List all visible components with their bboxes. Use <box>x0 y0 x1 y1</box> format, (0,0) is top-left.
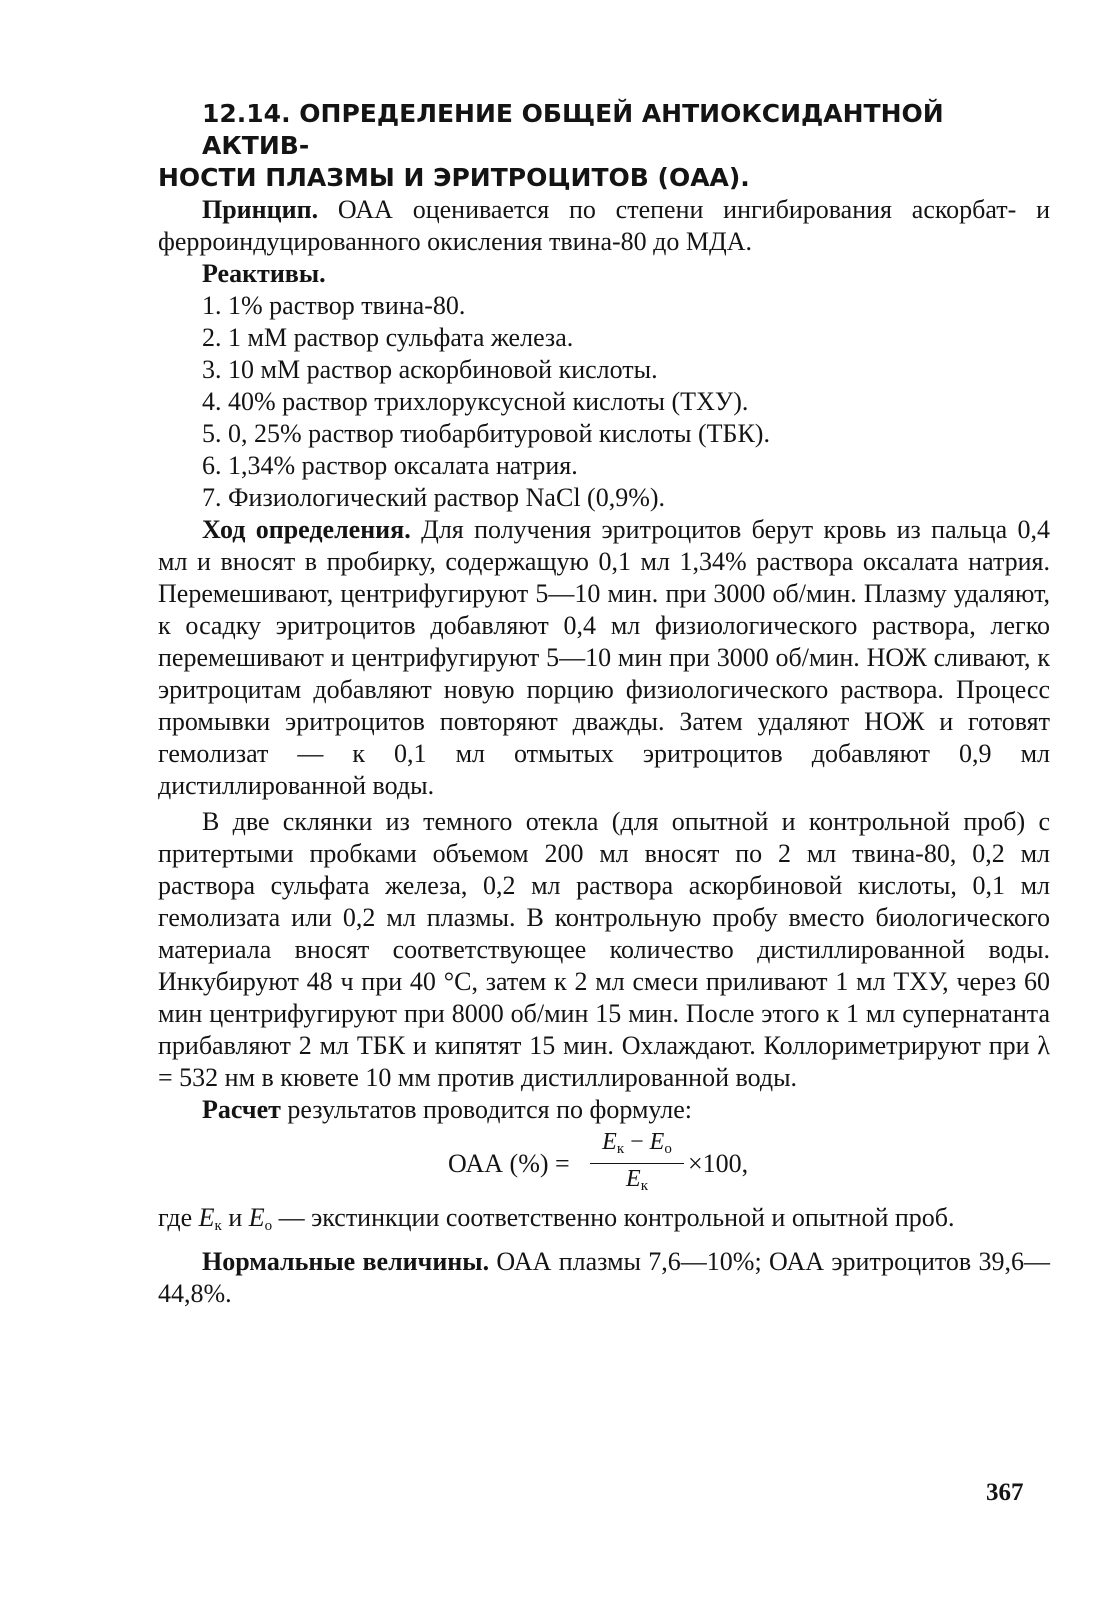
reagent-item: 7. Физиологический раствор NaCl (0,9%). <box>202 483 666 512</box>
principle-label: Принцип. <box>202 195 319 224</box>
procedure-text: Для получения эритроцитов берут кровь из пальца 0,4 мл и вносят в пробирку, содержащую 0,1 мл 1,34% раствора оксалата натрия. Перемешивают, центрифугируют 5—10 мин. при 3000 об/мин. Плазму удаляют, к осадку эритроцитов добавляют 0,4 мл физиологического раствора, легко перемешивают и центрифугируют 5—10 мин при 3000 об/мин. НОЖ сливают, к эритроцитам добавляют новую порцию физиологического раствора. Процесс промывки эритроцитов повторяют дважды. Затем удаляют НОЖ и готовят гемолизат — к 0,1 мл отмытых эритроцитов добавляют 0,9 мл дистиллированной воды. <box>158 515 1050 800</box>
calculation-text: результатов проводится по формуле: <box>280 1095 693 1124</box>
principle-text: ОАА оценивается по степени ингибирования аскорбат- и ферроиндуцированного окисления твина-80 до МДА. <box>158 195 1050 256</box>
section-title-line2: НОСТИ ПЛАЗМЫ И ЭРИТРОЦИТОВ (ОАА). <box>158 163 750 192</box>
formula-num-b-sub: о <box>664 1141 672 1157</box>
where-mid: и <box>221 1203 249 1232</box>
reagents-label: Реактивы. <box>202 259 326 288</box>
formula-fraction <box>590 1128 684 1201</box>
where-text: — экстинкции соответственно контрольной и опытной проб. <box>272 1203 955 1232</box>
page-number: 367 <box>986 1479 1024 1506</box>
formula-den: E <box>626 1166 641 1192</box>
formula-minus: − <box>624 1129 650 1155</box>
section-title-line1: 12.14. ОПРЕДЕЛЕНИЕ ОБЩЕЙ АНТИОКСИДАНТНОЙ АКТИВ- <box>202 99 944 160</box>
reagent-item: 6. 1,34% раствор оксалата натрия. <box>202 451 578 480</box>
document-page <box>158 98 1050 1310</box>
where-e1-sub: к <box>214 1218 222 1234</box>
reagents-list <box>158 290 1050 514</box>
formula-den-sub: к <box>640 1178 648 1194</box>
procedure-label: Ход определения. <box>202 515 411 544</box>
normal-values-label: Нормальные величины. <box>202 1247 490 1276</box>
normal-values-text: ОАА плазмы 7,6—10%; ОАА эритроцитов 39,6—44,8%. <box>158 1247 1050 1308</box>
reagent-item: 4. 40% раствор трихлоруксусной кислоты (ТХУ). <box>202 387 749 416</box>
calculation-paragraph <box>158 1094 1050 1126</box>
where-e2-sub: о <box>264 1218 273 1234</box>
formula-num-b: E <box>649 1129 665 1155</box>
formula-num-a-sub: к <box>616 1141 625 1157</box>
where-paragraph <box>158 1202 1050 1242</box>
where-e1: E <box>198 1203 215 1232</box>
reagent-item: 1. 1% раствор твина-80. <box>202 291 466 320</box>
formula-rhs: ×100, <box>688 1149 749 1178</box>
reagent-item: 5. 0, 25% раствор тиобарбитуровой кислоты (ТБК). <box>202 419 770 448</box>
formula-denominator <box>590 1164 684 1201</box>
procedure-paragraph-2: В две склянки из темного отекла (для опытной и контрольной проб) с притертыми пробками объемом 200 мл вносят по 2 мл твина-80, 0,2 мл раствора сульфата железа, 0,2 мл раствора аскорбиновой кислоты, 0,1 мл гемолизата или 0,2 мл плазмы. В контрольную пробу вместо биологического материала вносят соответствующее количество дистиллированной воды. Инкубируют 48 ч при 40 °С, затем к 2 мл смеси приливают 1 мл ТХУ, через 60 мин центрифугируют при 8000 об/мин 15 мин. После этого к 1 мл супернатанта прибавляют 2 мл ТБК и кипятят 15 мин. Охлаждают. Коллориметрируют при λ = 532 нм в кювете 10 мм против дистиллированной воды. <box>158 807 1050 1092</box>
calculation-label: Расчет <box>202 1095 281 1124</box>
normal-values-paragraph <box>158 1246 1050 1310</box>
section-heading <box>158 98 1050 194</box>
formula-lhs: ОАА (%) = <box>448 1149 570 1178</box>
formula-numerator <box>590 1128 684 1164</box>
where-e2: E <box>248 1203 265 1232</box>
oaa-formula <box>158 1128 1050 1202</box>
reagent-item: 2. 1 мМ раствор сульфата железа. <box>202 323 574 352</box>
reagent-item: 3. 10 мМ раствор аскорбиновой кислоты. <box>202 355 658 384</box>
where-prefix: где <box>158 1203 199 1232</box>
procedure-paragraph <box>158 514 1050 802</box>
formula-num-a: E <box>602 1129 617 1155</box>
principle-paragraph <box>158 194 1050 258</box>
